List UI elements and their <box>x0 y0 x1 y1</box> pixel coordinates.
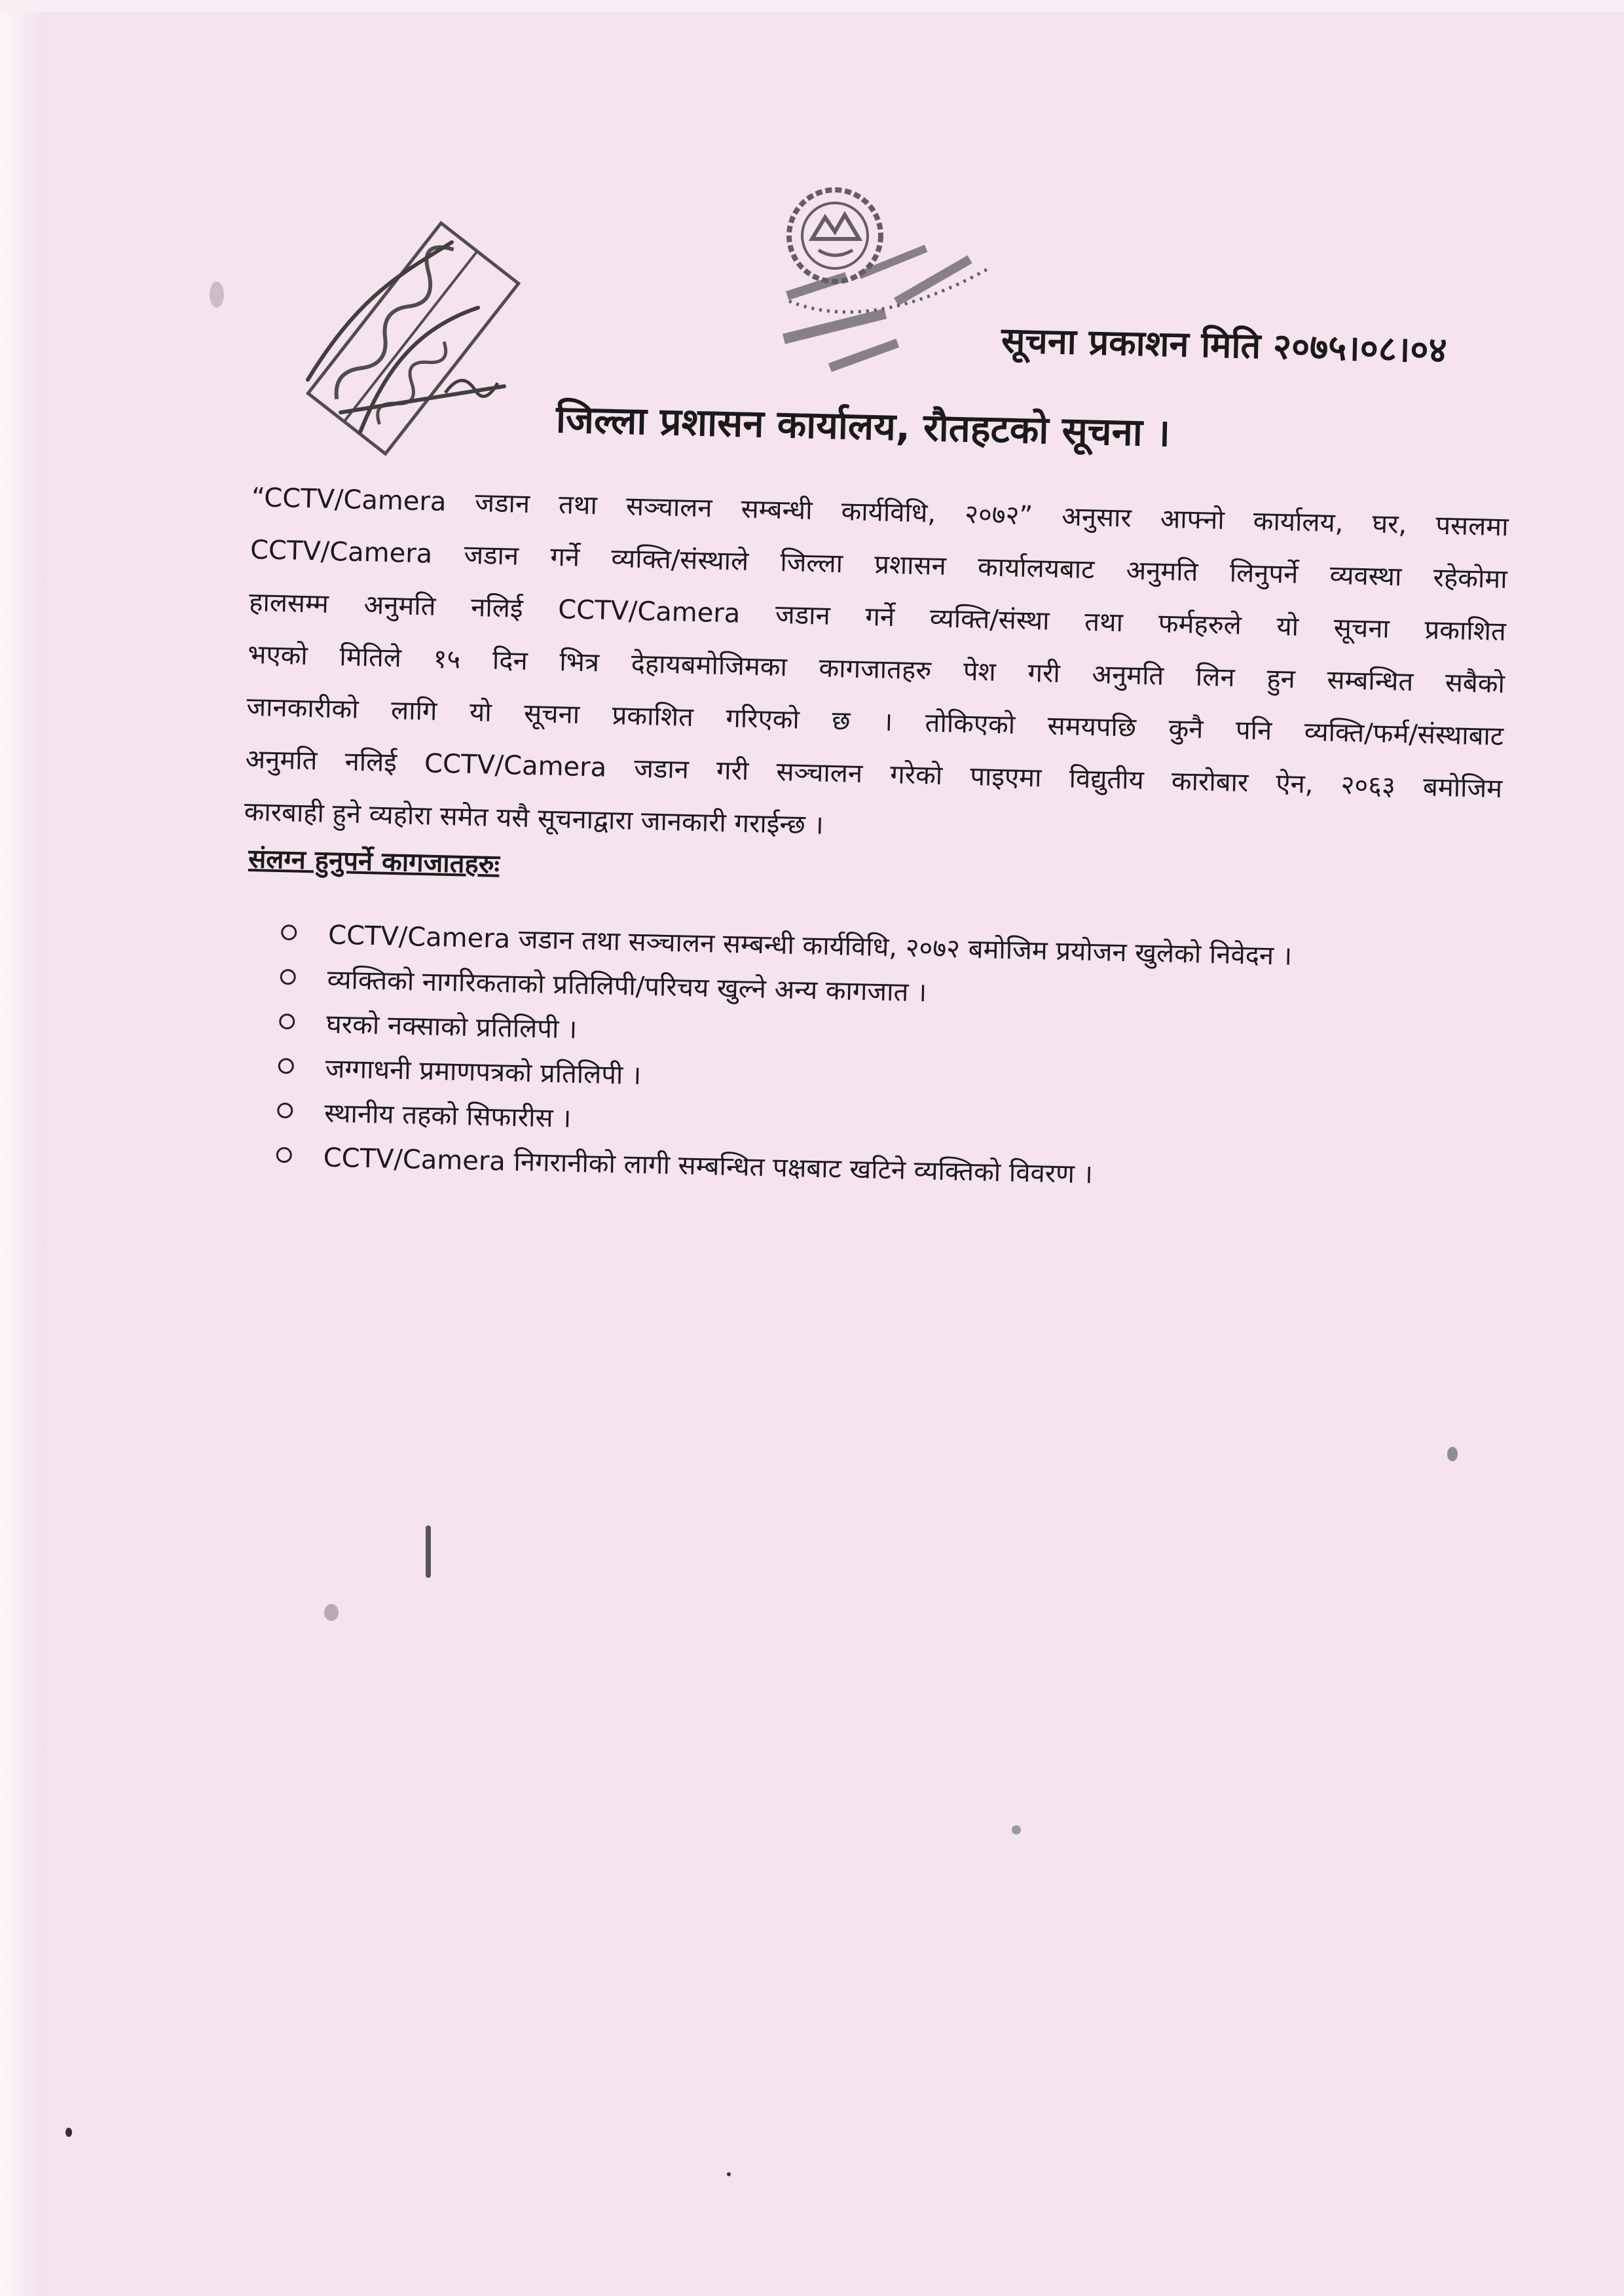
attachments-heading: संलग्न हुनुपर्ने कागजातहरुः <box>248 843 500 880</box>
bullet-circle-icon <box>281 924 297 941</box>
body-line: “CCTV/Camera जडान तथा सञ्चालन सम्बन्धी कार्यविधि, २०७२” अनुसार आफ्नो कार्यालय, घर, पसलमा <box>251 482 1509 543</box>
body-line: अनुमति नलिई CCTV/Camera जडान गरी सञ्चालन गरेको पाइएमा विद्युतीय कारोबार ऐन, २०६३ बमोजिम <box>245 744 1503 805</box>
publish-date: सूचना प्रकाशन मिति २०७५।०८।०४ <box>1001 319 1448 371</box>
bullet-circle-icon <box>278 1058 295 1074</box>
page-edge-top <box>0 0 1624 12</box>
body-line: कारबाही हुने व्यहोरा समेत यसै सूचनाद्वारा जानकारी गराईन्छ । <box>244 796 824 841</box>
body-line: CCTV/Camera जडान गर्ने व्यक्ति/संस्थाले जिल्ला प्रशासन कार्यालयबाट अनुमति लिनुपर्ने व्यवस्था रहेकोमा <box>249 534 1508 595</box>
office-seal-stamp <box>773 177 1008 412</box>
body-line: हालसम्म अनुमति नलिई CCTV/Camera जडान गर्ने व्यक्ति/संस्था तथा फर्महरुले यो सूचना प्रकाशित <box>248 587 1507 647</box>
bullet-circle-icon <box>279 1013 295 1030</box>
body-line: जानकारीको लागि यो सूचना प्रकाशित गरिएको छ । तोकिएको समयपछि कुनै पनि व्यक्ति/फर्म/संस्थाबाट <box>246 691 1504 752</box>
list-item-text: CCTV/Camera निगरानीको लागी सम्बन्धित पक्षबाट खटिने व्यक्तिको विवरण । <box>323 1142 1094 1190</box>
list-item-text: घरको नक्साको प्रतिलिपी । <box>325 1009 578 1045</box>
page-edge <box>0 0 46 2296</box>
notice-body <box>244 471 1509 867</box>
scan-speck <box>65 2128 72 2137</box>
body-line: भएको मितिले १५ दिन भित्र देहायबमोजिमका कागजातहरु पेश गरी अनुमति लिन हुन सम्बन्धित सबैको <box>247 639 1505 700</box>
scan-speck <box>210 282 224 308</box>
scan-speck <box>324 1604 339 1621</box>
scan-speck <box>727 2172 731 2176</box>
scan-speck <box>426 1525 431 1578</box>
attachments-list <box>276 910 1525 1204</box>
bullet-circle-icon <box>276 1147 293 1163</box>
list-item-text: व्यक्तिको नागरिकताको प्रतिलिपी/परिचय खुल्ने अन्य कागजात । <box>327 964 927 1008</box>
list-item-text: जग्गाधनी प्रमाणपत्रको प्रतिलिपी । <box>325 1053 642 1091</box>
certified-signature-stamp <box>282 216 550 465</box>
list-item-text: स्थानीय तहको सिफारीस । <box>323 1098 572 1134</box>
list-item-text: CCTV/Camera जडान तथा सञ्चालन सम्बन्धी कार्यविधि, २०७२ बमोजिम प्रयोजन खुलेको निवेदन । <box>327 920 1293 972</box>
bullet-circle-icon <box>277 1102 293 1119</box>
scan-speck <box>1012 1825 1021 1834</box>
scan-speck <box>1447 1447 1458 1461</box>
bullet-circle-icon <box>280 969 297 985</box>
notice-title: जिल्ला प्रशासन कार्यालय, रौतहटको सूचना । <box>555 396 1171 456</box>
